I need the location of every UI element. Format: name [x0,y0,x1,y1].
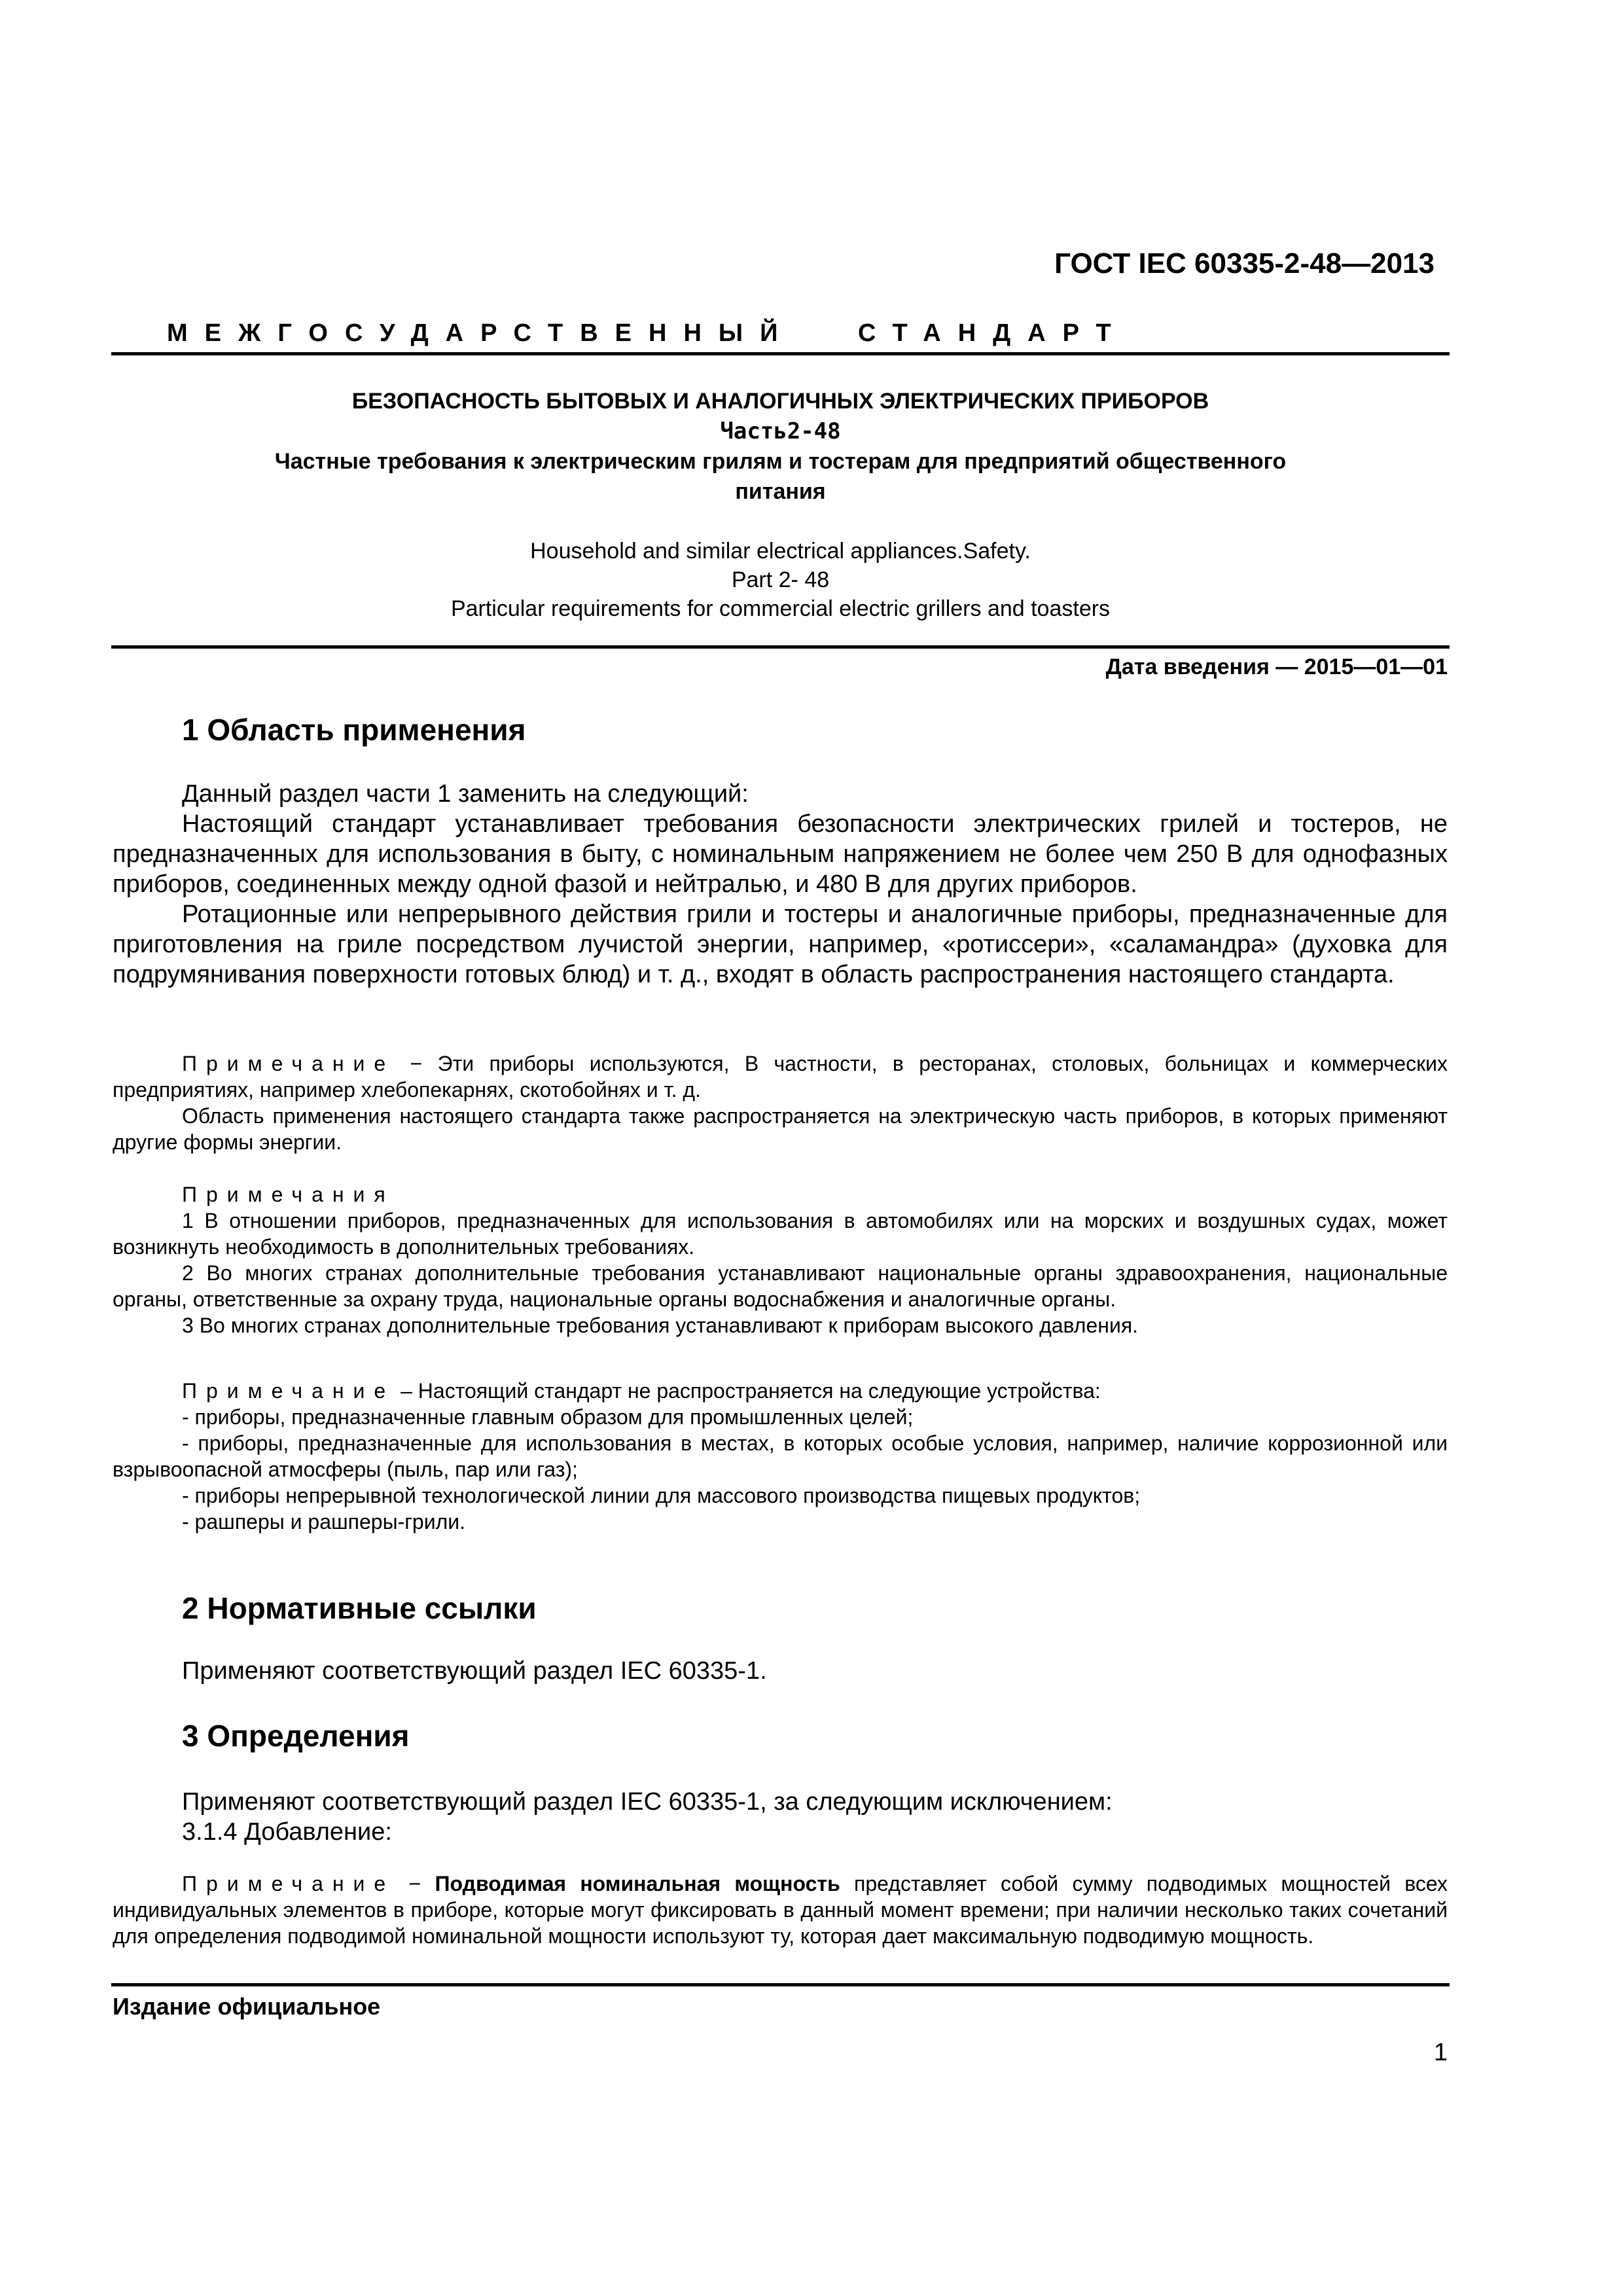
title-russian [111,386,1450,507]
note-1-p2: Область применения настоящего стандарта также распространяется на электрическую часть приборов, в которых применяют другие формы энергии. [113,1104,1448,1154]
section-3-body [113,1787,1448,1847]
section-3-note-text [113,1871,1448,1949]
section-1-notes [113,1181,1448,1338]
section-3-note-label: Примечание [182,1872,395,1895]
interstate-standard-label: МЕЖГОСУДАРСТВЕННЫЙ СТАНДАРТ [167,319,1128,347]
section-2-p1: Применяют соответствующий раздел IEC 60335-1. [182,1657,767,1685]
section-3-p1: Применяют соответствующий раздел IEC 60335-1, за следующим исключением: [182,1788,1113,1816]
section-3-heading: 3 Определения [182,1719,410,1753]
note-exclusions-label: Примечание [182,1379,395,1403]
title-rule [111,645,1450,649]
page-number: 1 [1433,2039,1448,2066]
section-3-p2: 3.1.4 Добавление: [182,1818,392,1846]
section-2-body [113,1656,1448,1686]
title-en-line1: Household and similar electrical appliances.Safety. [530,539,1031,564]
note-1-label: Примечание [182,1052,395,1075]
note-1-text [113,1050,1448,1103]
note-exclusions-text: – Настоящий стандарт не распространяется на следующие устройства: [395,1379,1101,1403]
notes-item-2: 2 Во многих странах дополнительные требования устанавливают национальные органы здравоохранения, национальные органы, ответственные за охрану труда, национальные органы водоснабжения и аналогичные органы. [113,1261,1448,1311]
notes-label: Примечания [182,1183,395,1206]
standard-code: ГОСТ IEC 60335-2-48—2013 [1054,247,1435,279]
section-1-note-1 [113,1050,1448,1155]
note-exclusions-intro [113,1378,1448,1404]
exclusion-item: - приборы, предназначенные главным образом для промышленных целей; [182,1405,914,1429]
header-rule [111,352,1450,355]
exclusion-item: - приборы, предназначенные для использования в местах, в которых особые условия, например, наличие коррозионной или взрывоопасной атмосферы (пыль, пар или газ); [113,1431,1448,1481]
introduction-date: Дата введения — 2015—01—01 [1105,655,1448,679]
title-english [111,537,1450,623]
section-1-heading: 1 Область применения [182,713,526,747]
section-1-p1: Данный раздел части 1 заменить на следующий: [182,780,749,808]
section-3-note-dash: − [395,1872,435,1895]
notes-item-1: 1 В отношении приборов, предназначенных для использования в автомобилях или на морских и воздушных судах, может возникнуть необходимость в дополнительных требованиях. [113,1209,1448,1259]
section-3-note [113,1871,1448,1949]
notes-item-3: 3 Во многих странах дополнительные требования устанавливают к приборам высокого давления. [182,1314,1139,1337]
title-ru-line4: питания [735,479,826,504]
note-1-body: − Эти приборы используются, В частности, в ресторанах, столовых, больницах и коммерческих предприятиях, например хлебопекарнях, скотобойнях и т. д. [113,1052,1448,1102]
section-1-body [113,779,1448,990]
title-ru-line1: БЕЗОПАСНОСТЬ БЫТОВЫХ И АНАЛОГИЧНЫХ ЭЛЕКТРИЧЕСКИХ ПРИБОРОВ [351,389,1209,414]
footer-rule [111,1983,1450,1986]
exclusion-item: - приборы непрерывной технологической линии для массового производства пищевых продуктов; [182,1484,1141,1507]
section-2-heading: 2 Нормативные ссылки [182,1591,537,1625]
title-ru-line2: Часть2-48 [720,418,841,444]
exclusion-item: - рашперы и рашперы-грили. [182,1510,466,1534]
section-1-note-exclusions [113,1378,1448,1535]
title-en-line3: Particular requirements for commercial electric grillers and toasters [450,596,1111,621]
section-1-p2: Настоящий стандарт устанавливает требования безопасности электрических грилей и тостеров, не предназначенных для использования в быту, с номинальным напряжением не более чем 250 В для однофазных приборов, соединенных между одной фазой и нейтралью, и 480 В для других приборов. [113,810,1448,898]
title-ru-line3: Частные требования к электрическим грилям и тостерам для предприятий общественного [274,449,1287,474]
section-1-p3: Ротационные или непрерывного действия грили и тостеры и аналогичные приборы, предназначенные для приготовления на гриле посредством лучистой энергии, например, «ротиссери», «саламандра» (духовка для подрумянивания поверхности готовых блюд) и т. д., входят в область распространения настоящего стандарта. [113,901,1448,988]
official-edition-label: Издание официальное [113,1993,381,2020]
title-en-line2: Part 2- 48 [731,567,830,592]
section-3-note-body: представляет собой сумму подводимых мощностей всех индивидуальных элементов в приборе, которые могут фиксировать в данный момент времени; при наличии несколько таких сочетаний для определения подводимой номинальной мощности используют ту, которая дает максимальную подводимую мощность. [113,1872,1448,1948]
rated-power-input-term: Подводимая номинальная мощность [435,1872,840,1895]
